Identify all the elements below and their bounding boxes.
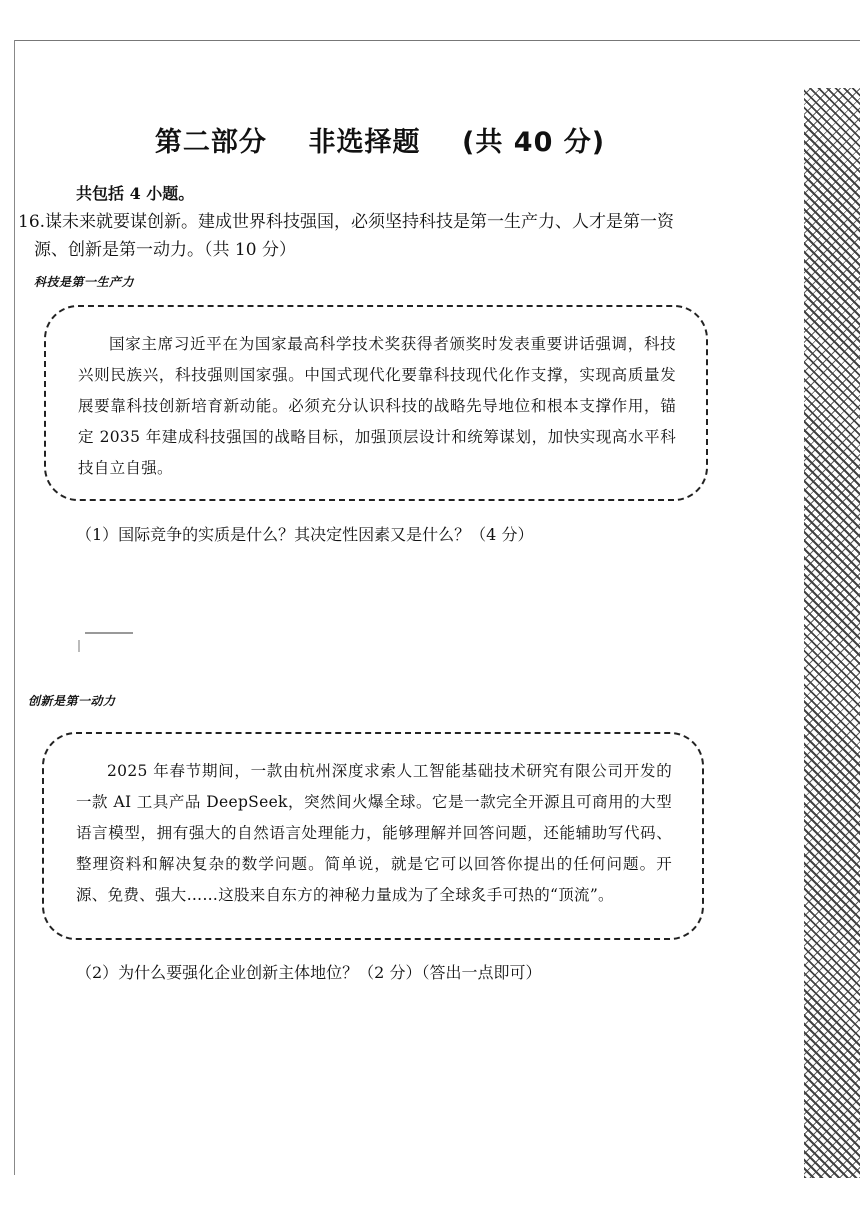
section-label-innovation: 创新是第一动力	[28, 694, 116, 708]
question-16	[18, 208, 748, 264]
pencil-dot	[78, 640, 80, 652]
page-edge-left	[14, 40, 15, 1175]
binding-edge-pattern	[804, 88, 860, 1178]
pencil-mark	[85, 632, 133, 634]
material-box-technology	[44, 305, 708, 501]
question-16-line-1: 谋未来就要谋创新。建成世界科技强国，必须坚持科技是第一生产力、人才是第一资	[45, 212, 675, 232]
section-title: 第二部分 非选择题 (共 40 分)	[154, 127, 606, 158]
question-number: 16.	[18, 212, 46, 232]
section-label-technology: 科技是第一生产力	[34, 275, 135, 289]
material-text-technology: 国家主席习近平在为国家最高科学技术奖获得者颁奖时发表重要讲话强调，科技兴则民族兴，科技强则国家强。中国式现代化要靠科技现代化作支撑，实现高质量发展要靠科技创新培育新动能。必须充分认识科技的战略先导地位和根本支撑作用，锚定 2035 年建成科技强国的战略目标，加强顶层设计和统筹谋划，加快实现高水平科技自立自强。	[78, 335, 676, 477]
subquestion-2: （2）为什么要强化企业创新主体地位？（2 分）（答出一点即可）	[76, 963, 542, 982]
subquestion-1: （1）国际竞争的实质是什么？其决定性因素又是什么？（4 分）	[76, 525, 534, 544]
question-16-line-2: 源、创新是第一动力。（共 10 分）	[34, 240, 296, 260]
material-text-innovation: 2025 年春节期间，一款由杭州深度求索人工智能基础技术研究有限公司开发的一款 AI 工具产品 DeepSeek，突然间火爆全球。它是一款完全开源且可商用的大型语言模型，拥有强大的自然语言处理能力，能够理解并回答问题，还能辅助写代码、整理资料和解决复杂的数学问题。简单说，就是它可以回答你提出的任何问题。开源、免费、强大……这股来自东方的神秘力量成为了全球炙手可热的“顶流”。	[76, 762, 672, 904]
material-box-innovation	[42, 732, 704, 940]
page-edge-top	[14, 40, 860, 41]
section-subtitle: 共包括 4 小题。	[76, 184, 195, 203]
